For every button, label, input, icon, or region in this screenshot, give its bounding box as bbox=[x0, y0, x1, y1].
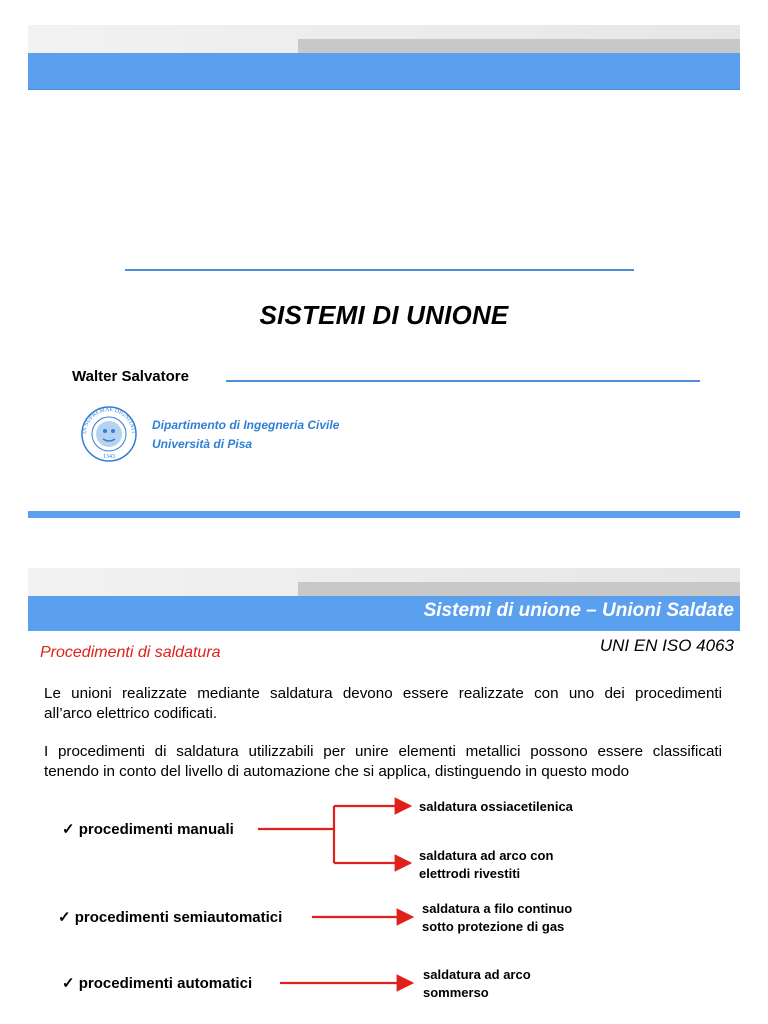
department-name: Dipartimento di Ingegneria Civile bbox=[152, 418, 340, 432]
header-blue-bar bbox=[28, 53, 740, 89]
item-label: procedimenti automatici bbox=[78, 975, 253, 992]
footer-blue-bar bbox=[28, 511, 740, 518]
header-blue-underline bbox=[28, 89, 740, 90]
item-label: procedimenti manuali bbox=[78, 821, 234, 838]
header-grey-tab bbox=[298, 582, 740, 596]
target-ossiacetilenica bbox=[419, 798, 573, 816]
university-seal-icon bbox=[78, 405, 140, 463]
target-filo-continuo bbox=[422, 900, 572, 936]
target-line: saldatura a filo continuo bbox=[422, 901, 573, 916]
paragraph-1-line-2: all’arco elettrico codificati. bbox=[44, 705, 218, 722]
check-icon: ✓ bbox=[58, 909, 71, 926]
target-arco-elettrodi bbox=[419, 847, 553, 883]
seal-year: 1343 bbox=[103, 454, 115, 460]
section-title: Sistemi di unione – Unioni Saldate bbox=[423, 600, 734, 621]
paragraph-1-line-1: Le unioni realizzate mediante saldatura devono essere realizzate con uno dei procedimenti bbox=[44, 685, 722, 702]
norm-reference: UNI EN ISO 4063 bbox=[599, 636, 734, 655]
item-label: procedimenti semiautomatici bbox=[74, 909, 283, 926]
subheading: Procedimenti di saldatura bbox=[40, 644, 221, 661]
paragraph-1 bbox=[44, 684, 722, 724]
header-grey-tab bbox=[298, 39, 740, 53]
target-line: saldatura ad arco con bbox=[419, 848, 554, 863]
author-rule bbox=[226, 380, 700, 382]
check-icon: ✓ bbox=[62, 975, 75, 992]
arrows-diagram bbox=[0, 780, 768, 1024]
paragraph-2-line-1: I procedimenti di saldatura utilizzabili per unire elementi metallici possono essere classificati bbox=[44, 743, 722, 760]
target-arco-sommerso bbox=[423, 966, 531, 1002]
target-line: saldatura ossiacetilenica bbox=[419, 799, 573, 814]
target-line: elettrodi rivestiti bbox=[419, 866, 521, 881]
check-icon: ✓ bbox=[62, 821, 75, 838]
paragraph-2-line-2: tenendo in conto del livello di automazione che si applica, distinguendo in questo modo bbox=[44, 763, 630, 780]
paragraph-2 bbox=[44, 742, 722, 782]
slide-title: SISTEMI DI UNIONE bbox=[259, 300, 509, 330]
author-name: Walter Salvatore bbox=[72, 368, 189, 385]
target-line: sotto protezione di gas bbox=[422, 919, 565, 934]
university-name: Università di Pisa bbox=[152, 437, 253, 451]
seal-text: IN SUPREMAE DIGNITATI bbox=[81, 406, 136, 435]
target-line: sommerso bbox=[423, 985, 489, 1000]
title-rule bbox=[125, 269, 634, 271]
department-block bbox=[152, 416, 339, 454]
target-line: saldatura ad arco bbox=[423, 967, 531, 982]
